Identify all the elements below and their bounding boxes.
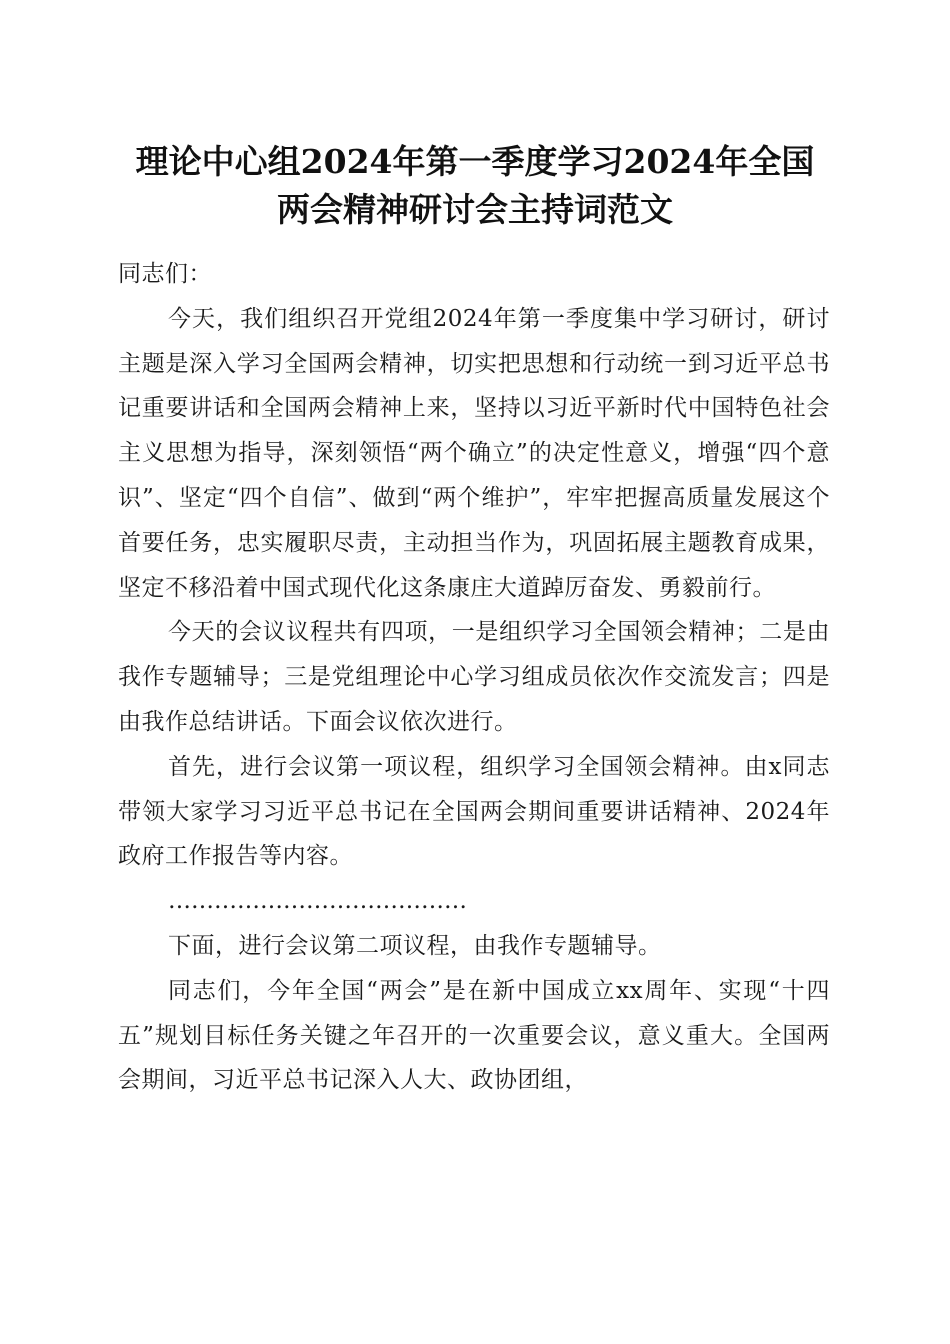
paragraph-first-item: 首先，进行会议第一项议程，组织学习全国领会精神。由x同志带领大家学习习近平总书记在全国两会期间重要讲话精神、2024年政府工作报告等内容。 [118,753,830,870]
paragraph-lecture: 同志们，今年全国“两会”是在新中国成立xx周年、实现“十四五”规划目标任务关键之年召开的一次重要会议，意义重大。全国两会期间，习近平总书记深入人大、政协团组， [118,977,830,1094]
salutation: 同志们： [118,261,212,287]
paragraph-second-item: 下面，进行会议第二项议程，由我作专题辅导。 [168,932,662,959]
title-line-1: 理论中心组2024年第一季度学习2024年全国 [135,142,815,181]
document-body [118,252,830,1103]
ellipsis-separator: ………………………………… [168,888,467,915]
paragraph-opening: 今天，我们组织召开党组2024年第一季度集中学习研讨，研讨主题是深入学习全国两会精神，切实把思想和行动统一到习近平总书记重要讲话和全国两会精神上来，坚持以习近平新时代中国特色社会主义思想为指导，深刻领悟“两个确立”的决定性意义，增强“四个意识”、坚定“四个自信”、做到“两个维护”，牢牢把握高质量发展这个首要任务，忠实履职尽责，主动担当作为，巩固拓展主题教育成果，坚定不移沿着中国式现代化这条康庄大道踔厉奋发、勇毅前行。 [118,305,830,601]
paragraph-agenda: 今天的会议议程共有四项，一是组织学习全国领会精神；二是由我作专题辅导；三是党组理论中心学习组成员依次作交流发言；四是由我作总结讲话。下面会议依次进行。 [118,619,830,735]
document-title [100,138,850,234]
title-line-2: 两会精神研讨会主持词范文 [277,190,673,229]
